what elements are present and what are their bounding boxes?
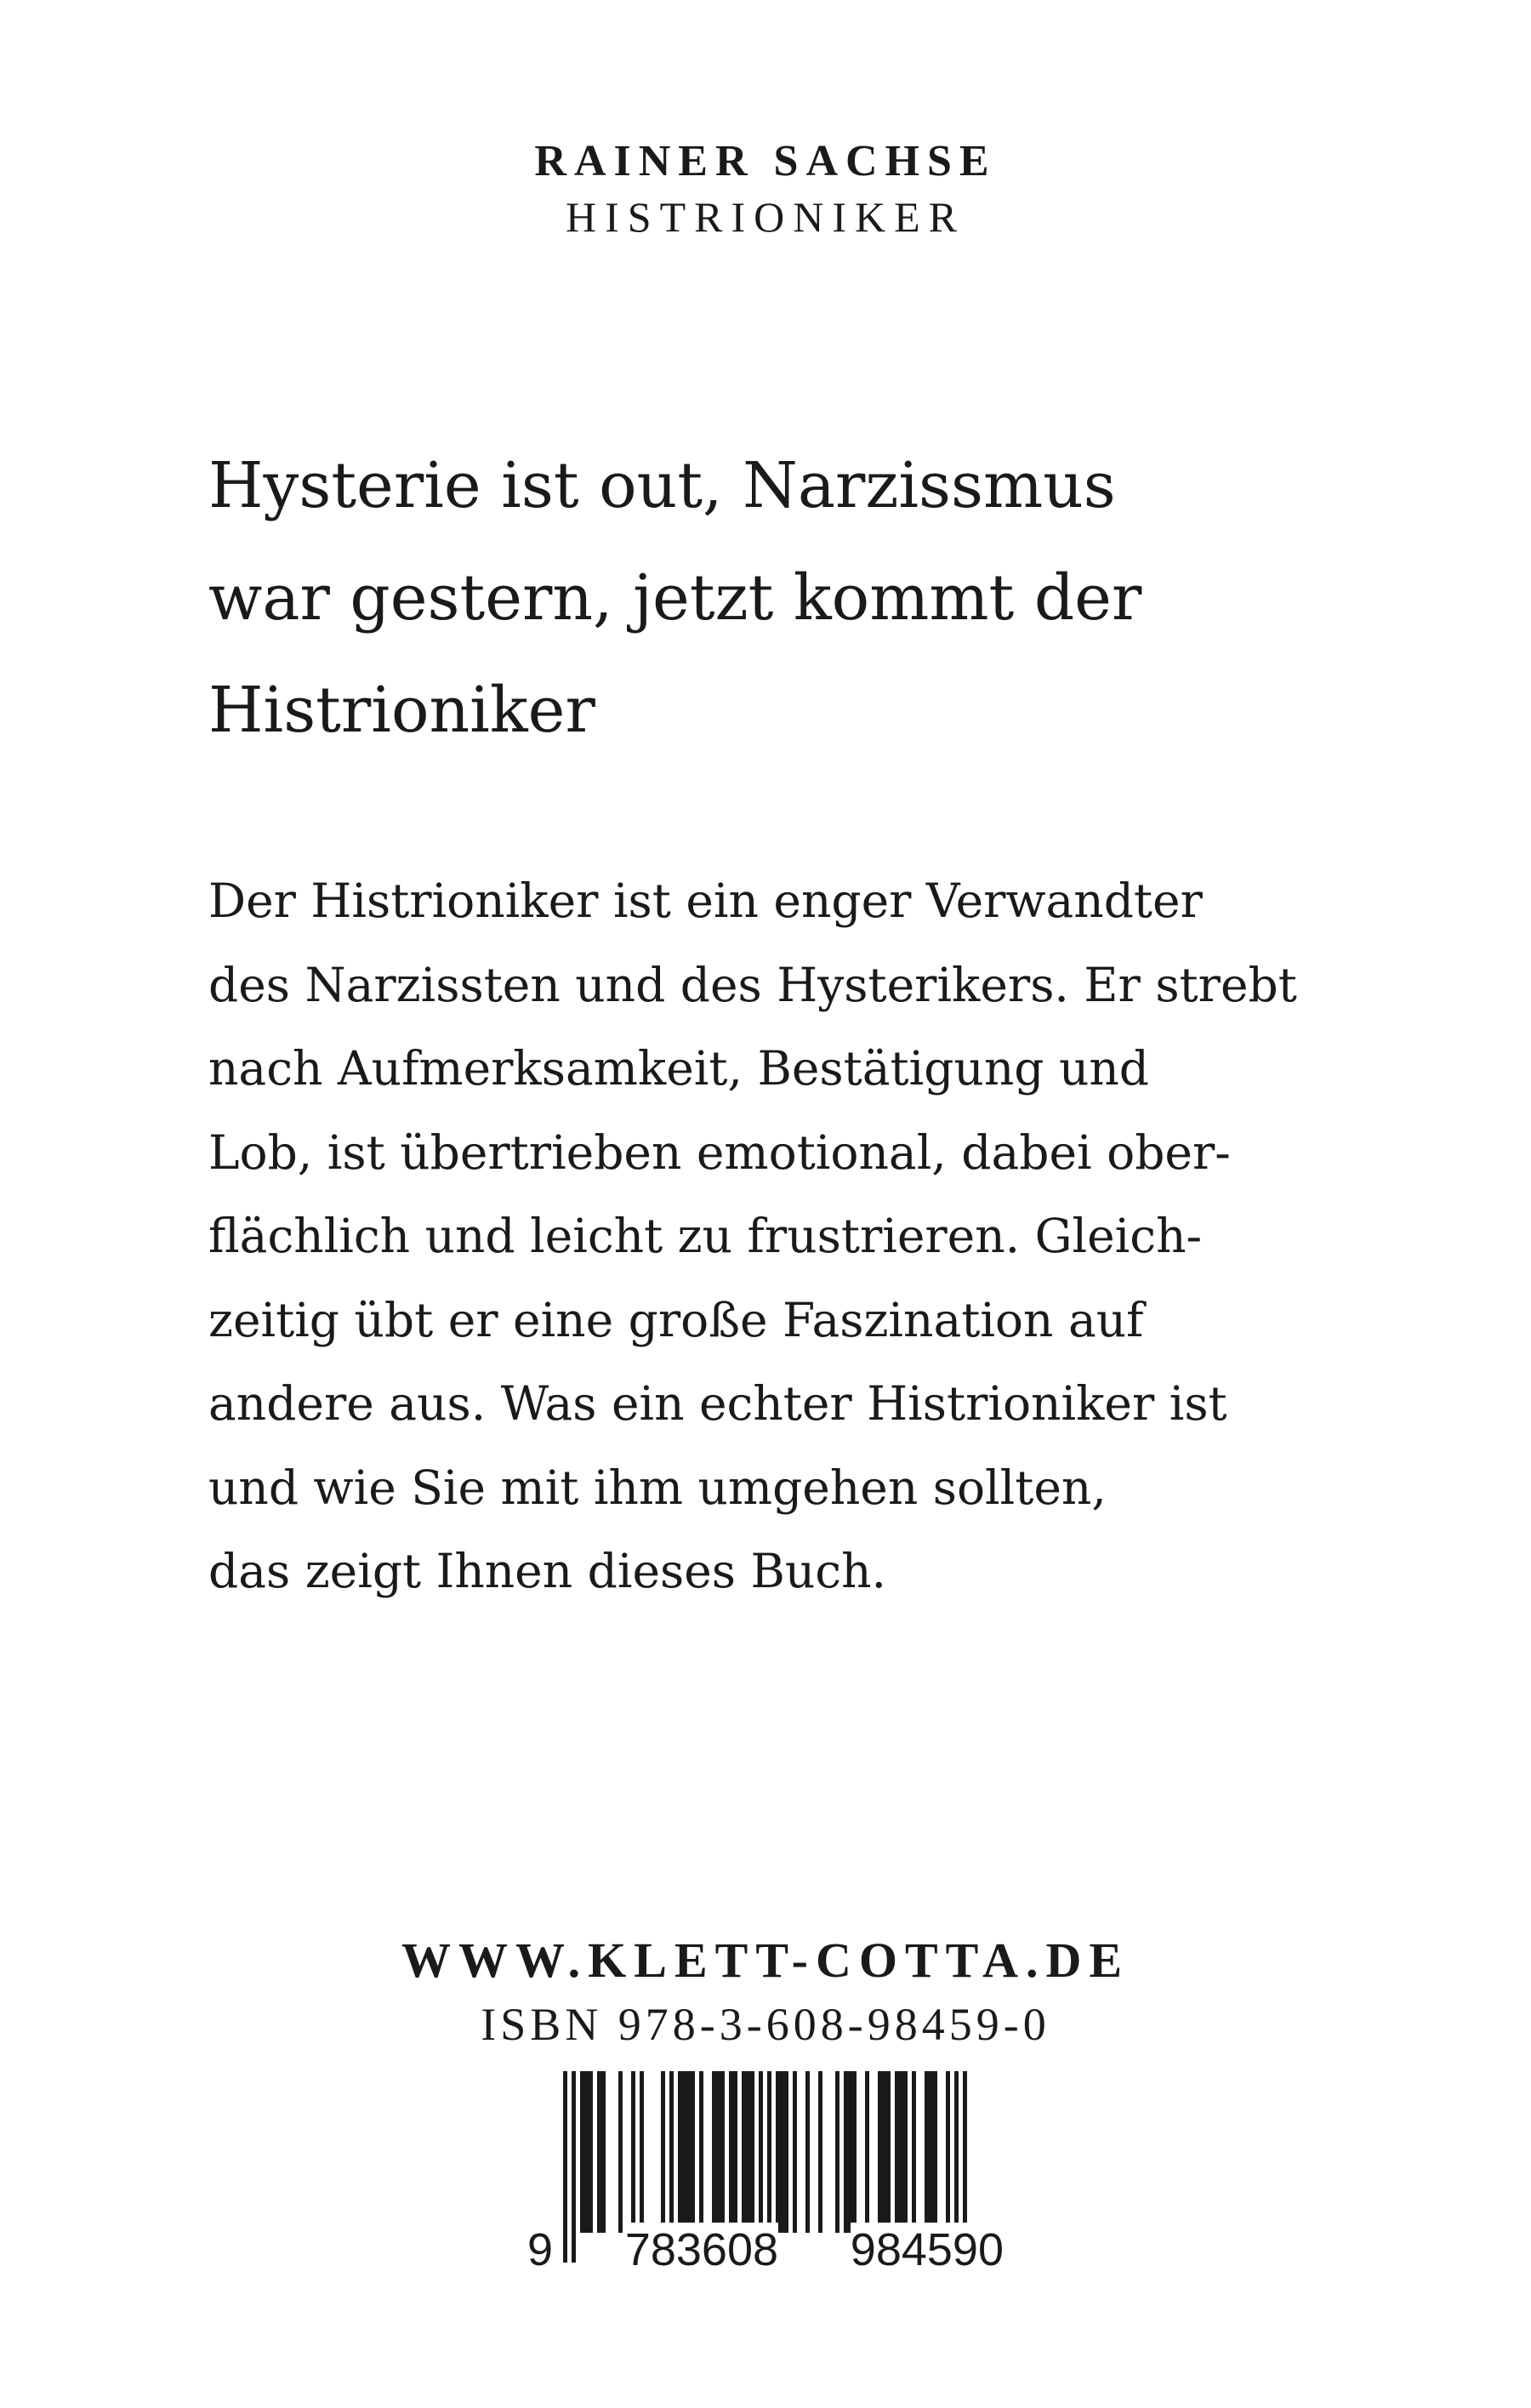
barcode-bar: [640, 2071, 644, 2233]
barcode-bar: [661, 2071, 665, 2233]
blurb-line: des Narzissten und des Hysterikers. Er strebt: [208, 957, 1297, 1012]
blurb-line: Lob, ist übertrieben emotional, dabei ober-: [208, 1124, 1231, 1180]
barcode-digit-group: 783608: [624, 2224, 779, 2275]
barcode-bar: [584, 2071, 589, 2233]
blurb-line: das zeigt Ihnen dieses Buch.: [208, 1544, 887, 1598]
barcode-bar: [929, 2071, 933, 2233]
barcode-bar: [895, 2071, 899, 2233]
barcode-bar: [682, 2071, 686, 2233]
publisher-website-link[interactable]: WWW.KLETT-COTTA.DE: [401, 1933, 1130, 1988]
barcode-bar: [686, 2071, 691, 2233]
barcode-bar: [878, 2071, 882, 2233]
barcode-bar: [712, 2071, 716, 2233]
barcode-bar: [780, 2071, 784, 2233]
barcode-bar: [631, 2071, 635, 2233]
barcode-bar: [865, 2071, 869, 2233]
author-name: RAINER SACHSE: [534, 137, 997, 185]
barcode-bar: [733, 2071, 737, 2233]
barcode-bar: [852, 2071, 857, 2233]
barcode-bar: [776, 2071, 780, 2233]
barcode-bar: [699, 2071, 703, 2233]
barcode-bar: [601, 2071, 606, 2233]
barcode-bar: [946, 2071, 950, 2233]
barcode-bar: [729, 2071, 733, 2233]
blurb-line: Der Histrioniker ist ein enger Verwandter: [208, 874, 1203, 928]
barcode-bar: [716, 2071, 720, 2233]
barcode-bar: [746, 2071, 750, 2233]
blurb-line: flächlich und leicht zu frustrieren. Gleich-: [208, 1209, 1203, 1263]
headline-line: Hysterie ist out, Narzissmus: [208, 449, 1116, 522]
barcode-bar: [678, 2071, 682, 2233]
barcode-bar: [882, 2071, 886, 2233]
barcode-bar: [912, 2071, 916, 2233]
barcode-bar: [886, 2071, 891, 2233]
barcode-bar: [793, 2071, 797, 2233]
barcode-bar: [597, 2071, 601, 2233]
blurb-line: zeitig übt er eine große Faszination auf: [208, 1292, 1144, 1347]
barcode-bar: [805, 2071, 810, 2233]
barcode-bar: [933, 2071, 937, 2233]
barcode-bar: [818, 2071, 822, 2233]
blurb-line: andere aus. Was ein echter Histrioniker ist: [208, 1376, 1227, 1431]
barcode-digit-group: 984590: [850, 2224, 1004, 2275]
book-title: HISTRIONIKER: [566, 193, 965, 241]
blurb-line: nach Aufmerksamkeit, Bestätigung und: [208, 1041, 1150, 1096]
barcode-bar: [669, 2071, 674, 2233]
barcode-bar: [580, 2071, 584, 2233]
barcode-bar: [750, 2071, 754, 2233]
barcode-digits: [527, 2223, 1004, 2277]
isbn-number: ISBN 978-3-608-98459-0: [481, 1999, 1050, 2050]
barcode-digit-group: 9: [527, 2224, 554, 2275]
barcode-bar: [903, 2071, 908, 2233]
headline-line: Histrioniker: [208, 674, 595, 747]
barcode-bar: [589, 2071, 593, 2233]
barcode-bar: [742, 2071, 746, 2233]
blurb-line: und wie Sie mit ihm umgehen sollten,: [208, 1460, 1107, 1515]
headline-line: war gestern, jetzt kommt der: [208, 561, 1142, 635]
headline: [208, 430, 1365, 766]
barcode-bar: [844, 2071, 848, 2233]
barcode-bar: [848, 2071, 852, 2233]
barcode-bar: [925, 2071, 929, 2233]
barcode-bar: [784, 2071, 788, 2233]
barcode-bar: [618, 2071, 623, 2233]
barcode-bar: [899, 2071, 903, 2233]
blurb-paragraph: [208, 859, 1382, 1614]
barcode-bar: [691, 2071, 695, 2233]
barcode-bar: [835, 2071, 839, 2233]
barcode-bar: [720, 2071, 725, 2233]
